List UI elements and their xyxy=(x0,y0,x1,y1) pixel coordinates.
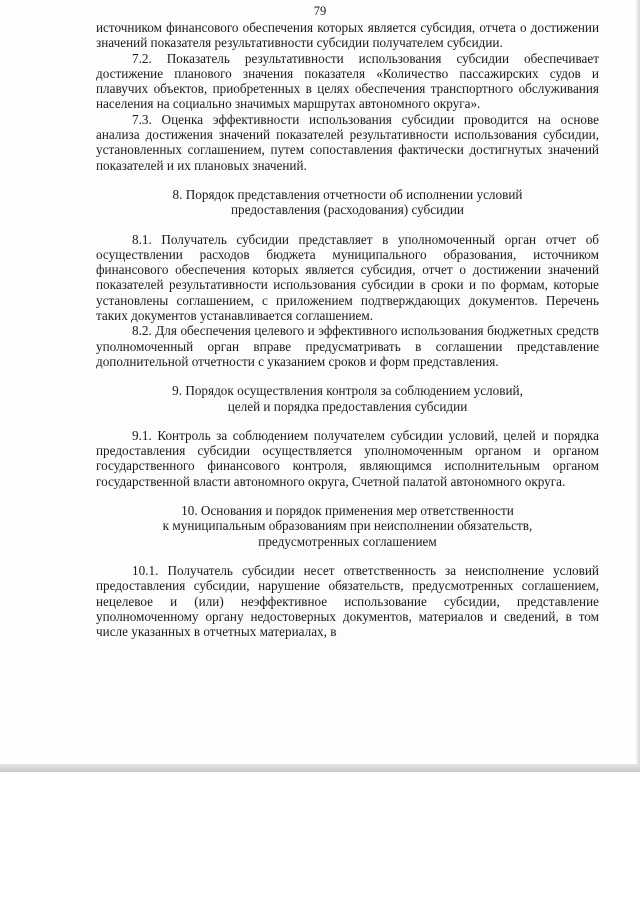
section-heading xyxy=(96,383,599,414)
section-heading xyxy=(96,187,599,218)
section-heading-line: к муниципальным образованиям при неисполнении обязательств, xyxy=(162,518,533,534)
section-heading-line: 10. Основания и порядок применения мер ответственности xyxy=(181,503,514,519)
page-edge-shadow xyxy=(636,0,640,772)
paragraph: 10.1. Получатель субсидии несет ответственность за неисполнение условий предоставления субсидии, нарушение обязательств, предусмотренных соглашением, нецелевое и (или) неэффективное использование субсидии, представление уполномоченному органу недостоверных документов, материалов и сведений, в том числе указанных в отчетных материалах, в xyxy=(96,562,599,640)
paragraph: 7.2. Показатель результативности использования субсидии обеспечивает достижение планового значения показателя «Количество пассажирских судов и плавучих объектов, приобретенных в целях обеспечения транспортного обслуживания населения на социально значимых маршрутах автономного округа». xyxy=(96,50,599,112)
document-body xyxy=(96,20,599,639)
paragraph: 8.1. Получатель субсидии представляет в уполномоченный орган отчет об осуществлении расходов бюджета муниципального образования, источником финансового обеспечения которых является субсидия, отчет о достижении значений показателей результативности использования субсидии в сроки и по формам, которые установлены соглашением, с приложением подтверждающих документов. Перечень таких документов устанавливается соглашением. xyxy=(96,231,599,324)
page-bottom-shadow xyxy=(0,764,640,772)
paragraph: источником финансового обеспечения которых является субсидия, отчета о достижении значений показателя результативности субсидии получателем субсидии. xyxy=(96,20,599,51)
paragraph: 7.3. Оценка эффективности использования субсидии проводится на основе анализа достижения значений показателей результативности использования субсидии, установленных соглашением, путем сопоставления фактически достигнутых значений показателей и их плановых значений. xyxy=(96,111,599,173)
section-heading-line: 8. Порядок представления отчетности об исполнении условий xyxy=(172,186,523,202)
section-heading-line: целей и порядка предоставления субсидии xyxy=(227,398,468,414)
paragraph: 9.1. Контроль за соблюдением получателем субсидии условий, целей и порядка предоставления субсидии осуществляется уполномоченным органом и органом государственного финансового контроля, являющимся исполнительным органом государственной власти автономного округа, Счетной палатой автономного округа. xyxy=(96,427,599,489)
section-heading xyxy=(96,503,599,549)
section-heading-line: 9. Порядок осуществления контроля за соблюдением условий, xyxy=(172,383,523,399)
section-heading-line: предоставления (расходования) субсидии xyxy=(230,202,464,218)
section-heading-line: предусмотренных соглашением xyxy=(258,533,437,549)
page-number: 79 xyxy=(313,4,327,18)
paragraph: 8.2. Для обеспечения целевого и эффективного использования бюджетных средств уполномоченный орган вправе предусматривать в соглашении представление дополнительной отчетности с указанием сроков и форм представления. xyxy=(96,323,599,369)
